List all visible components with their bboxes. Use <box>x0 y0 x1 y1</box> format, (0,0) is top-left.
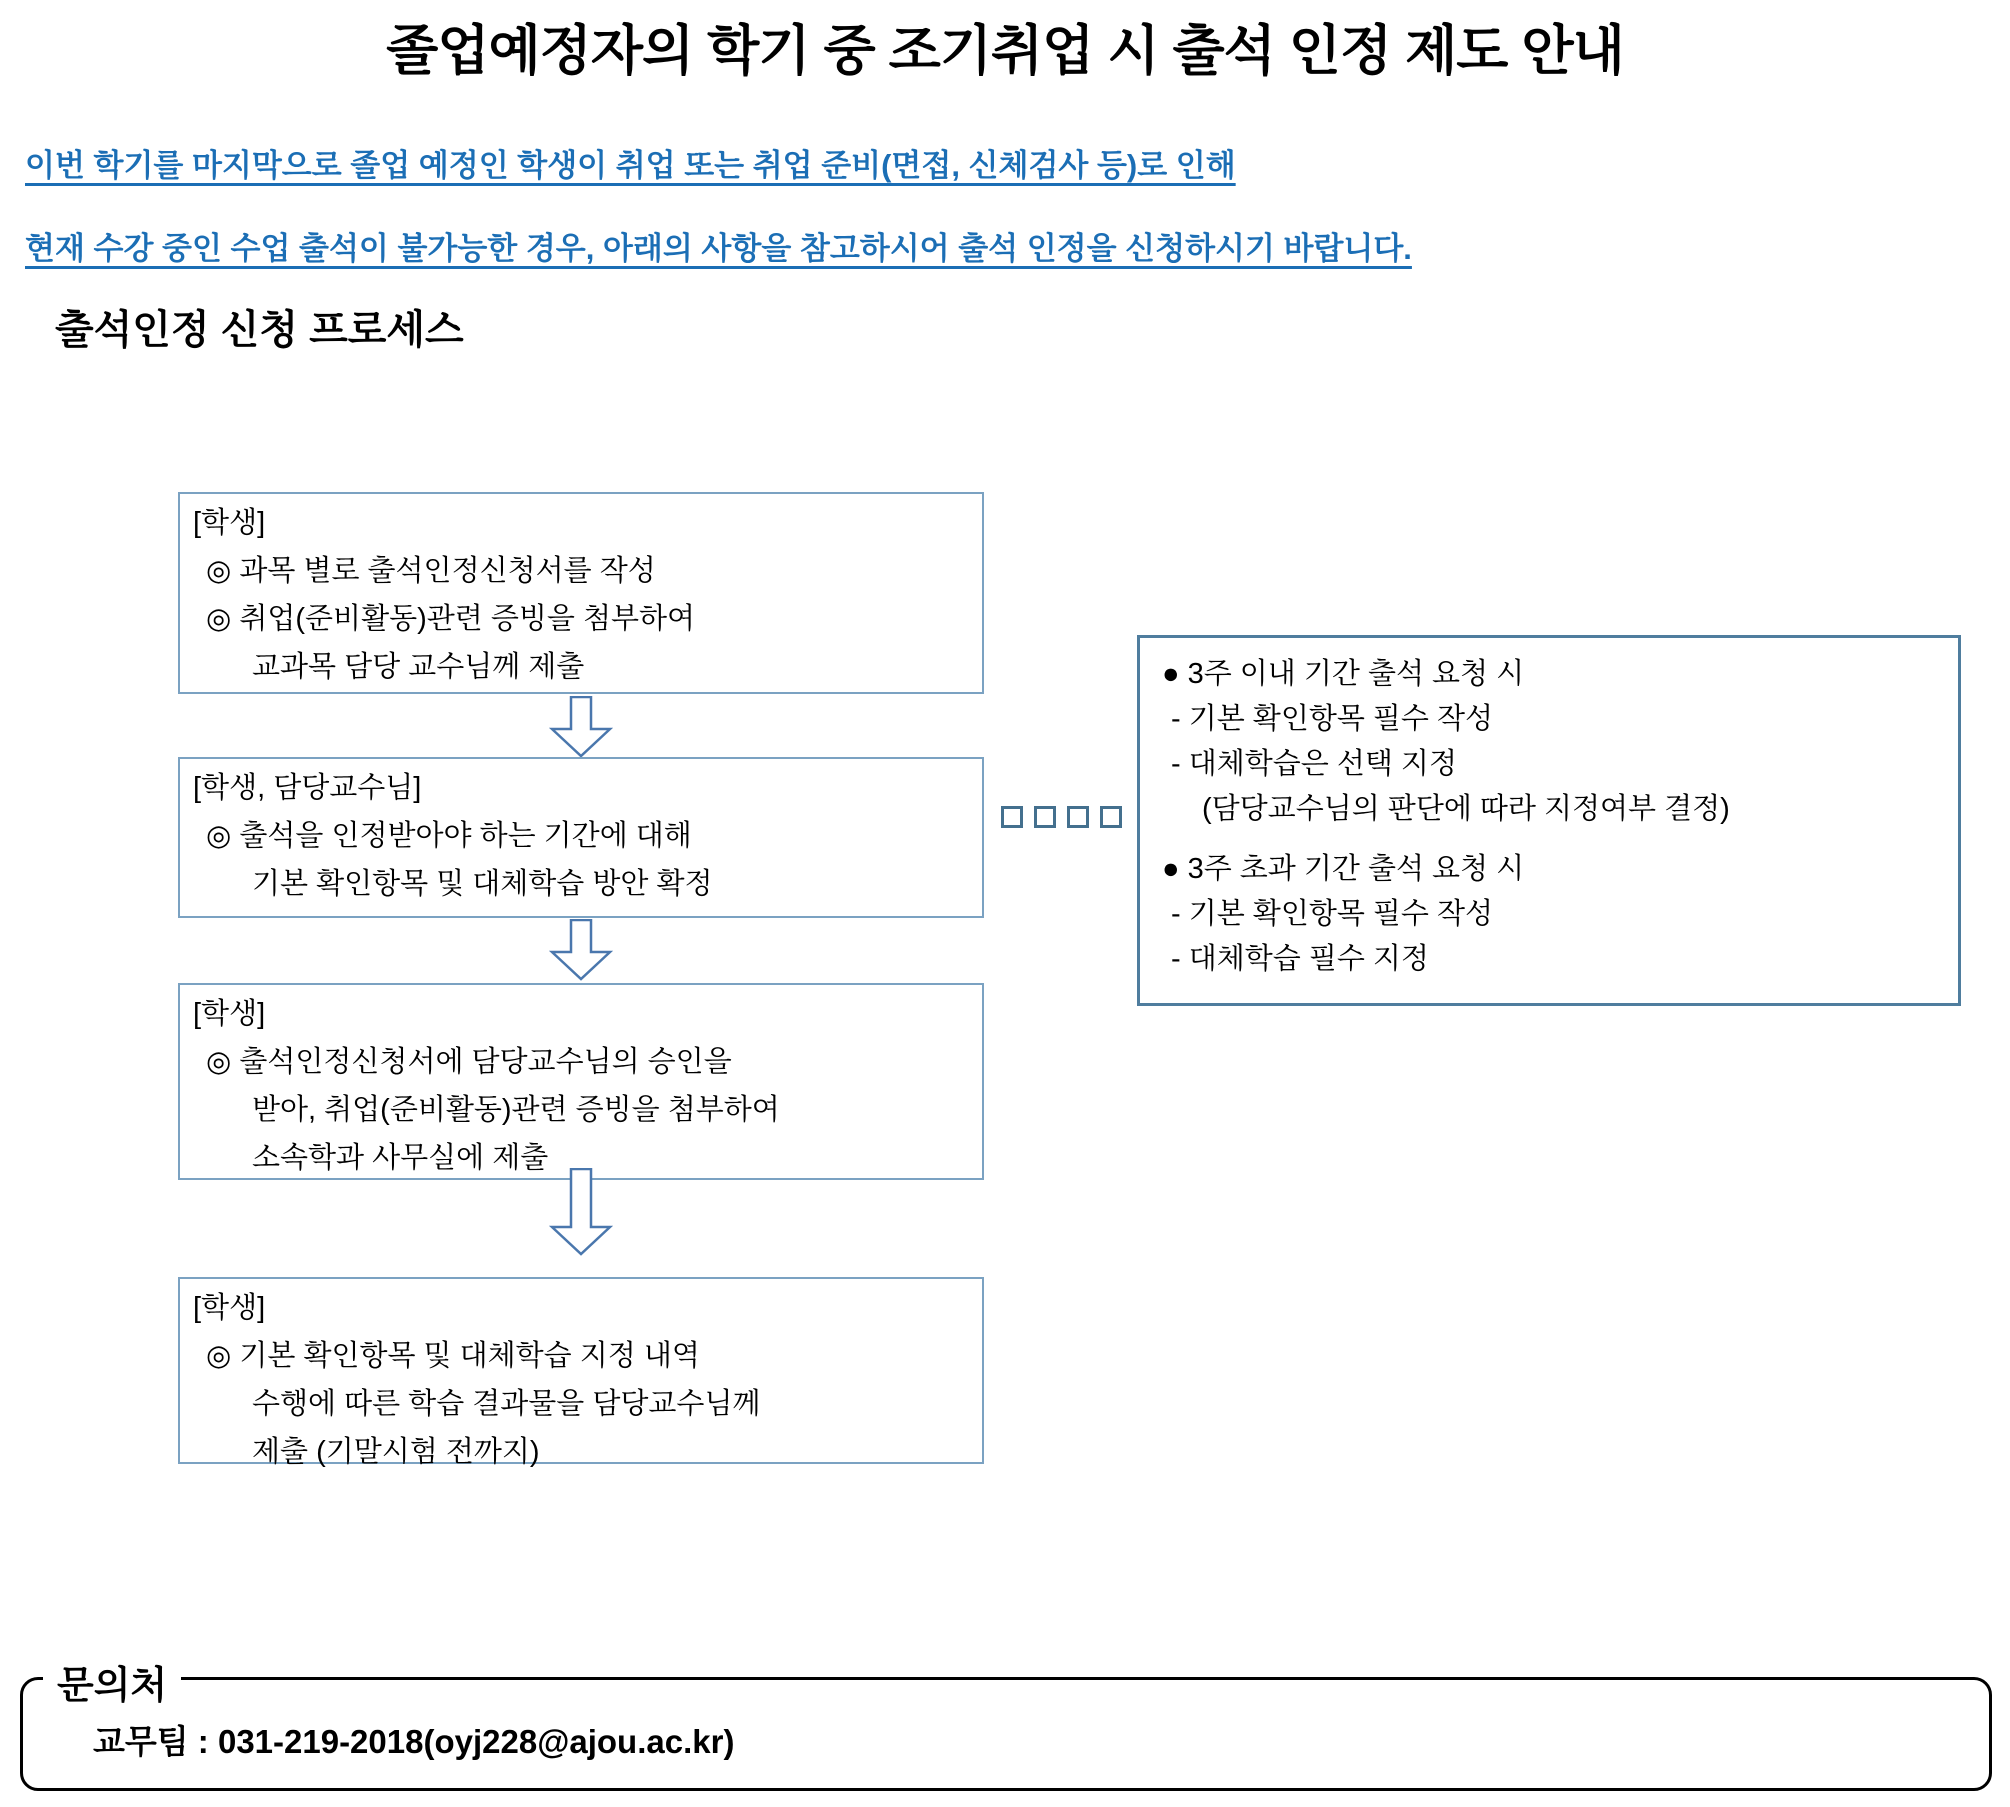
flow-step-3-line: 받아, 취업(준비활동)관련 증빙을 첨부하여 <box>252 1094 780 1126</box>
side-note-group1-item: (담당교수님의 판단에 따라 지정여부 결정) <box>1202 793 1730 825</box>
flow-step-1-line: ◎ 취업(준비활동)관련 증빙을 첨부하여 <box>206 603 696 635</box>
contact-info: 교무팀 : 031-219-2018(oyj228@ajou.ac.kr) <box>93 1723 735 1760</box>
flow-step-1-line: ◎ 과목 별로 출석인정신청서를 작성 <box>206 555 656 587</box>
flow-step-1 <box>178 492 984 694</box>
section-heading: 출석인정 신청 프로세스 <box>55 308 464 352</box>
flow-step-4-line: 수행에 따른 학습 결과물을 담당교수님께 <box>252 1388 761 1420</box>
flow-step-2-line: ◎ 출석을 인정받아야 하는 기간에 대해 <box>206 820 692 852</box>
side-note-group2-item: - 기본 확인항목 필수 작성 <box>1171 898 1494 930</box>
square-dash-icon <box>1001 806 1023 828</box>
flow-step-3-actor: [학생] <box>193 998 266 1030</box>
flow-step-2-actor: [학생, 담당교수님] <box>193 772 422 804</box>
flow-step-3-line: ◎ 출석인정신청서에 담당교수님의 승인을 <box>206 1046 732 1078</box>
side-note-group2-item: - 대체학습 필수 지정 <box>1171 943 1429 975</box>
down-arrow-icon <box>549 696 613 758</box>
down-arrow-icon <box>549 919 613 981</box>
side-note-group1-item: - 대체학습은 선택 지정 <box>1171 748 1457 780</box>
side-note-group1-item: - 기본 확인항목 필수 작성 <box>1171 703 1494 735</box>
flow-step-3 <box>178 983 984 1180</box>
connector-squares-icon <box>1001 806 1122 828</box>
flow-step-2 <box>178 757 984 918</box>
intro-line-2: 현재 수강 중인 수업 출석이 불가능한 경우, 아래의 사항을 참고하시어 출석 인정을 신청하시기 바랍니다. <box>25 231 1412 266</box>
flow-step-4-actor: [학생] <box>193 1292 266 1324</box>
side-note-box <box>1137 635 1961 1006</box>
side-note-group2-title: ● 3주 초과 기간 출석 요청 시 <box>1162 853 1525 885</box>
flow-step-4-line: 제출 (기말시험 전까지) <box>252 1436 540 1468</box>
flow-step-1-line: 교과목 담당 교수님께 제출 <box>252 651 585 683</box>
flow-step-4 <box>178 1277 984 1468</box>
contact-legend: 문의처 <box>43 1654 181 1709</box>
page-title: 졸업예정자의 학기 중 조기취업 시 출석 인정 제도 안내 <box>386 21 1624 81</box>
flow-step-3-line: 소속학과 사무실에 제출 <box>252 1142 549 1174</box>
side-note-group1-title: ● 3주 이내 기간 출석 요청 시 <box>1162 658 1525 690</box>
flow-step-2-line: 기본 확인항목 및 대체학습 방안 확정 <box>252 868 713 900</box>
down-arrow-icon <box>549 1168 613 1256</box>
flow-step-4-line: ◎ 기본 확인항목 및 대체학습 지정 내역 <box>206 1340 700 1372</box>
side-note-gap <box>1140 832 1958 847</box>
intro-line-1: 이번 학기를 마지막으로 졸업 예정인 학생이 취업 또는 취업 준비(면접, 신체검사 등)로 인해 <box>25 148 1236 183</box>
square-dash-icon <box>1034 806 1056 828</box>
square-dash-icon <box>1067 806 1089 828</box>
contact-box <box>20 1665 1992 1791</box>
flow-step-1-actor: [학생] <box>193 507 266 539</box>
square-dash-icon <box>1100 806 1122 828</box>
